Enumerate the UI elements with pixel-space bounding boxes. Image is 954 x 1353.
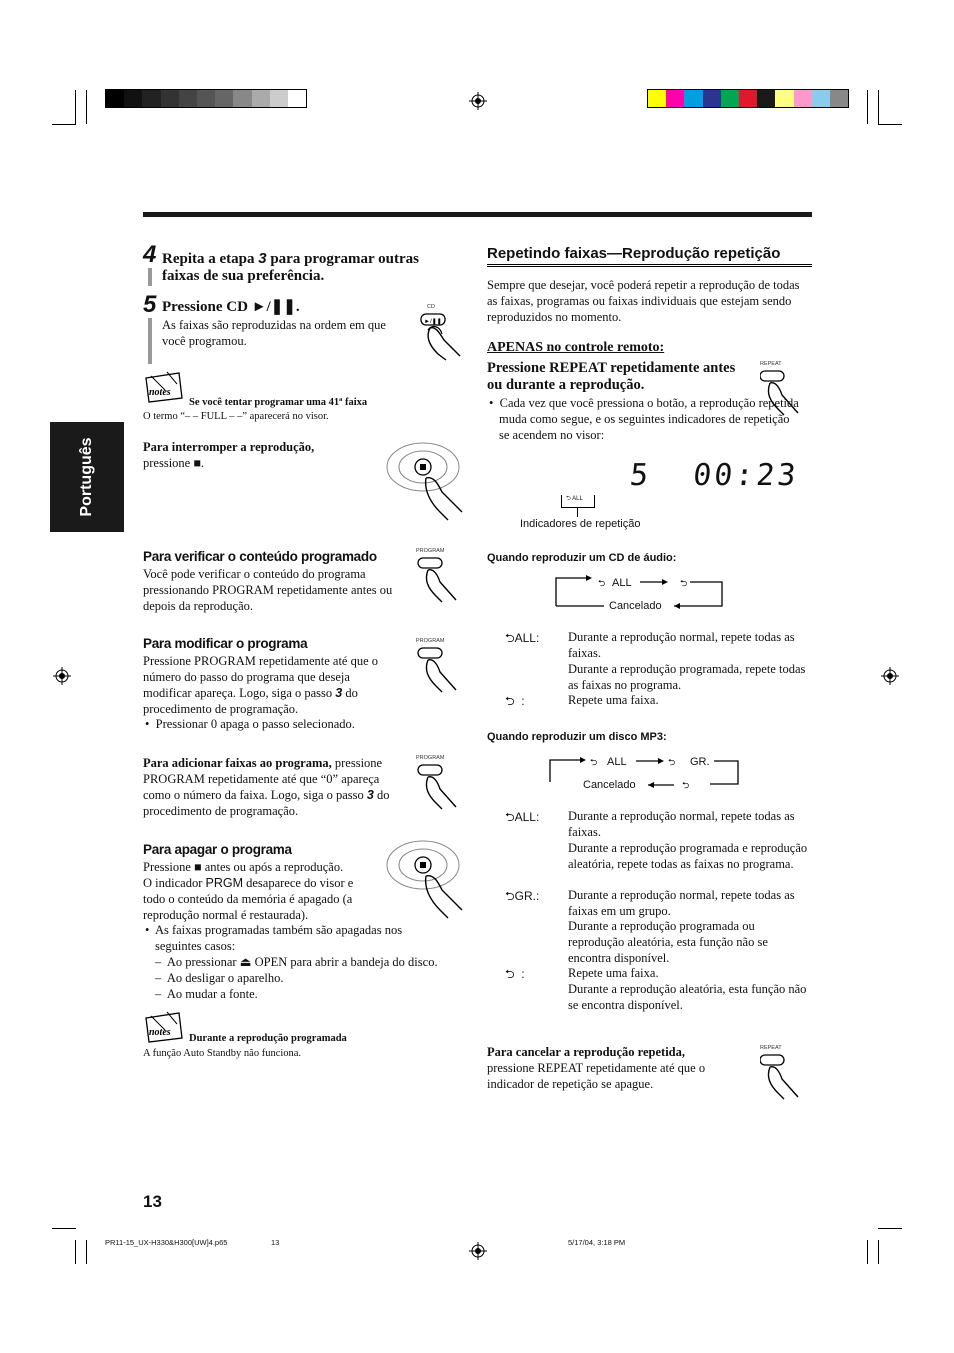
notes-1-body: O termo “– – FULL – –” aparecerá no visor. [143,411,329,422]
repeat-indicator: ⮌ ALL [566,496,583,502]
verify-body: Você pode verificar o conteúdo do programa pressionando PROGRAM repetidamente antes ou depois da reprodução. [143,567,393,613]
notes-icon-1 [143,370,185,409]
cancel-repeat-body: pressione REPEAT repetidamente até que o indicador de repetição se apague. [487,1061,706,1091]
repeat-bullet: • Cada vez que você pressiona o botão, a reprodução repetida muda como segue, e os seguintes indicadores de repetição se acendem no visor: [489,396,799,442]
header-rule [143,212,812,217]
cd-def-1-term: ⮌ALL: [505,631,540,645]
registration-mark-icon [881,667,899,685]
page-number: 13 [143,1192,162,1211]
mp3-def-2-term: ⮌GR.: [505,889,540,903]
repeat-button-illustration-2: REPEAT [760,1045,810,1110]
step-4-number: 4 [143,241,157,268]
verify-heading: Para verificar o conteúdo programado [143,549,377,564]
cd-def-2-term: ⮌ : [505,694,525,708]
repeat-button-illustration-1: REPEAT [760,361,810,426]
lcd-time: 00:23 [691,458,801,493]
remote-only-heading: APENAS no controle remoto: [487,340,665,355]
repeat-instruction: Pressione REPEAT repetidamente antes ou durante a reprodução. [487,360,736,393]
svg-text:notes: notes [149,387,171,398]
repeat-arrow-icon: ⮌ [505,889,515,903]
stop-button-illustration-2 [386,838,470,937]
repeat-arrow-icon: ⮌ [505,631,515,645]
mp3-flow-diagram [544,752,744,792]
repeat-arrow-icon: ⮌ [505,694,515,708]
mp3-def-3-desc-1: Repete uma faixa. [568,966,659,980]
registration-mark-icon [53,667,71,685]
repeat-arrow-icon: ⮌ [598,578,606,588]
lcd-track: 5 [628,458,653,493]
mp3-def-1-desc-2: Durante a reprodução programada e reprodução aleatória, repete todas as faixas no programa. [568,841,808,871]
repeat-arrow-icon: ⮌ [566,496,571,502]
modify-bullet: • Pressionar 0 apaga o passo selecionado. [145,717,355,731]
stop-body: pressione ■. [143,456,205,470]
cd-flow-cancel: Cancelado [609,600,662,612]
finger-press-icon [416,761,466,815]
cd-def-1-desc-2: Durante a reprodução programada, repete todas as faixas no programa. [568,662,806,692]
notes-icon [143,370,185,404]
footer-date: 5/17/04, 3:18 PM [568,1238,626,1247]
mp3-def-3-term: ⮌ : [505,967,525,981]
cd-def-1-desc-1: Durante a reprodução normal, repete todas as faixas. [568,630,795,660]
step-5-title: Pressione CD ►/❚❚. [162,299,300,315]
add-text: Para adicionar faixas ao programa, pressione PROGRAM repetidamente até que “0” apareça como o número da faixa. Logo, siga o passo 3 do procedimento de programação. [143,756,390,818]
finger-press-icon [416,554,466,608]
stop-heading: Para interromper a reprodução, [143,440,315,454]
color-strip [647,89,849,108]
program-button-illustration-2: PROGRAM [416,638,466,703]
cancel-repeat-heading: Para cancelar a reprodução repetida, [487,1045,686,1059]
cd-button-illustration: CD ►/❚❚ [416,304,476,369]
modify-heading: Para modificar o programa [143,636,308,651]
step-5-body: As faixas são reproduzidas na ordem em que você programou. [162,318,386,348]
erase-heading: Para apagar o programa [143,842,292,857]
control-pad-icon [386,440,470,534]
repeat-arrow-icon: ⮌ [680,578,688,588]
notes-icon-2 [143,1010,185,1049]
erase-dash-3: – Ao mudar a fonte. [155,987,258,1001]
mp3-heading: Quando reproduzir um disco MP3: [487,731,667,743]
cd-heading: Quando reproduzir um CD de áudio: [487,552,677,564]
finger-press-icon [416,644,466,698]
indicator-pointer [577,507,578,517]
program-button-illustration-3: PROGRAM [416,755,466,820]
registration-mark-icon [469,92,487,110]
mp3-def-2-desc-1: Durante a reprodução normal, repete todas as faixas em um grupo. [568,888,795,918]
erase-dash-1: – Ao pressionar ⏏ OPEN para abrir a bandeja do disco. [155,955,438,969]
repeat-arrow-icon: ⮌ [682,780,690,790]
svg-text:►/❚❚: ►/❚❚ [424,319,442,325]
mp3-def-2-desc-2: Durante a reprodução programada ou reprodução aleatória, esta função não se encontra disponível. [568,919,768,965]
mp3-def-3-desc-2: Durante a reprodução aleatória, esta função não se encontra disponível. [568,982,807,1012]
cd-def-2-desc-1: Repete uma faixa. [568,693,659,707]
control-pad-icon [386,838,470,932]
erase-bullet: • As faixas programadas também são apagadas nos seguintes casos: [145,923,403,953]
mp3-flow-cancel: Cancelado [583,779,636,791]
mp3-def-1-desc-1: Durante a reprodução normal, repete todas as faixas. [568,809,795,839]
step-5-bar [148,318,152,364]
mp3-flow-gr: GR. [690,756,710,768]
modify-body: Pressione PROGRAM repetidamente até que o número do passo do programa que deseja modificar apareça. Logo, siga o passo 3 do procedimento de programação. [143,654,379,716]
stop-button-illustration [386,440,470,539]
finger-press-icon [416,304,476,364]
mp3-flow-all: ALL [607,756,627,768]
step-4-bar [148,268,152,286]
grayscale-strip [105,89,307,108]
erase-line1: Pressione ■ antes ou após a reprodução. [143,860,344,874]
notes-2-body: A função Auto Standby não funciona. [143,1048,302,1059]
step-5-number: 5 [143,291,157,318]
registration-mark-icon [469,1242,487,1260]
erase-line2: O indicador PRGM desaparece do visor e todo o conteúdo da memória é apagado (a reprodução normal é restaurada). [143,876,354,922]
footer-file: PR11-15_UX-H330&H300[UW]4.p65 [105,1238,228,1247]
finger-press-icon [760,1051,810,1105]
repeat-arrow-icon: ⮌ [590,757,598,767]
indicator-caption: Indicadores de repetição [520,518,641,530]
erase-dash-2: – Ao desligar o aparelho. [155,971,284,985]
cd-flow-all: ALL [612,577,632,589]
repeat-arrow-icon: ⮌ [505,967,515,981]
notes-2-heading: Durante a reprodução programada [189,1033,347,1044]
repeat-section-title: Repetindo faixas—Reprodução repetição [487,245,812,267]
repeat-intro: Sempre que desejar, você poderá repetir a reprodução de todas as faixas, programas ou faixas individuais que estejam sendo reproduzidos no momento. [487,278,800,324]
language-tab-label: Português [78,437,95,517]
svg-text:notes: notes [149,1027,171,1038]
repeat-arrow-icon: ⮌ [668,757,676,767]
repeat-arrow-icon: ⮌ [505,810,515,824]
step-4-text: Repita a etapa 3 para programar outras faixas de sua preferência. [162,250,419,284]
notes-icon [143,1010,185,1044]
mp3-def-1-term: ⮌ALL: [505,810,540,824]
notes-1-heading: Se você tentar programar uma 41ª faixa [189,397,368,408]
language-tab-label-wrap [50,422,124,532]
lcd-display [628,458,800,493]
footer-file-page: 13 [271,1238,280,1247]
program-button-illustration-1: PROGRAM [416,548,466,613]
